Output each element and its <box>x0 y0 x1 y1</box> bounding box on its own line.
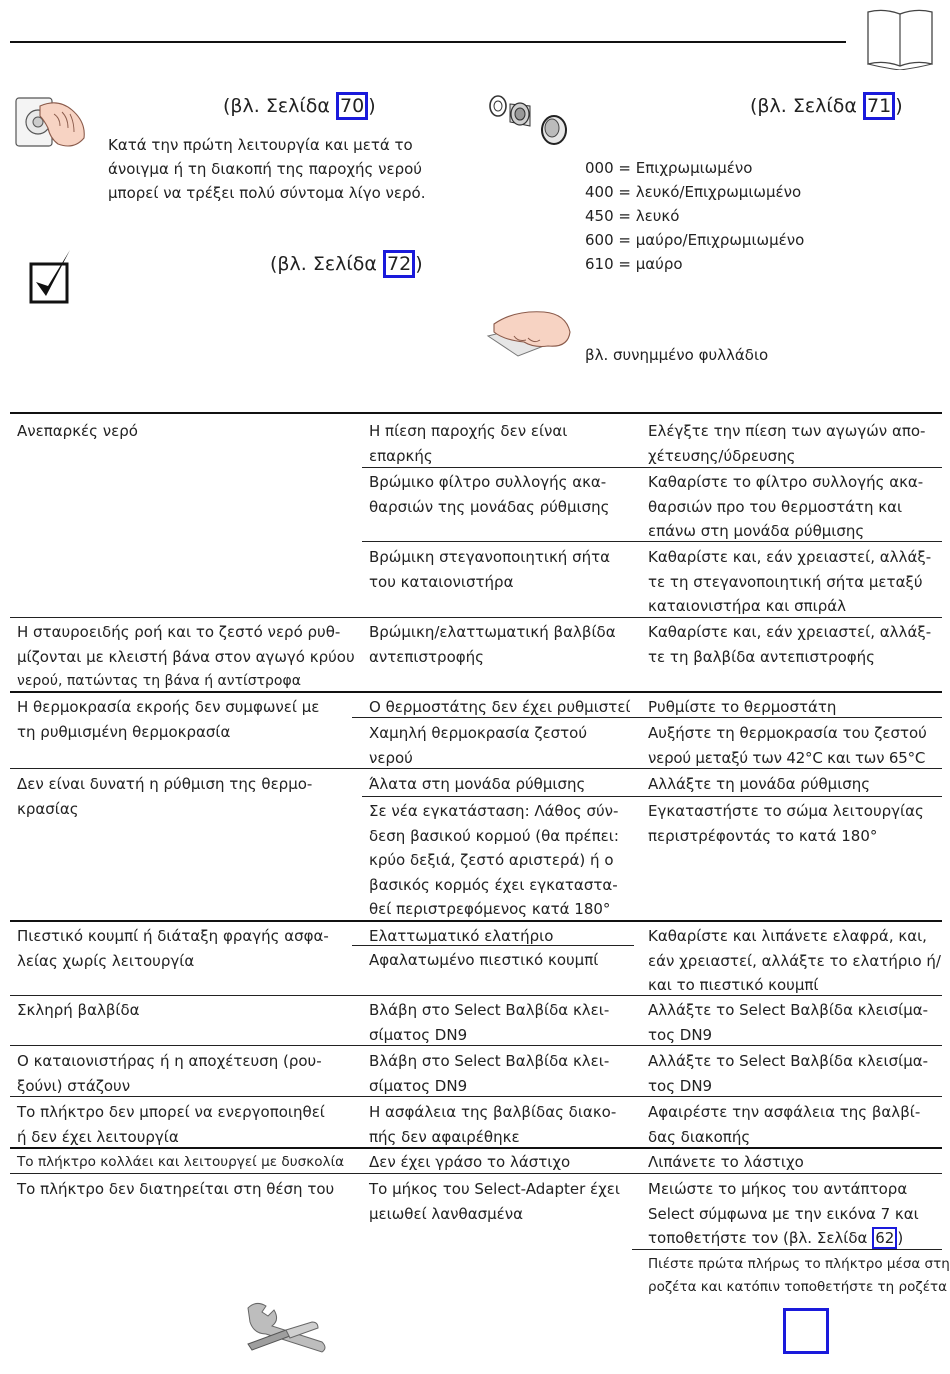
page-ref-71[interactable]: (βλ. Σελίδα 71 ) <box>750 92 903 120</box>
remedy-cell: Μειώστε το μήκος του αντάπτορα Select σύμφωνα με την εικόνα 7 και τοποθετήστε τον (βλ. Σελίδα 62 ) <box>648 1180 919 1247</box>
page-link-box[interactable] <box>783 1308 829 1354</box>
remedy-cell: Αλλάξτε το Select Βαλβίδα κλεισίμα- τος DN9 <box>648 1001 929 1044</box>
remedy-cell: Λιπάνετε το λάστιχο <box>648 1153 804 1171</box>
finish-codes <box>585 156 804 276</box>
note-line: άνοιγμα ή τη διακοπή της παροχής νερού <box>108 160 422 178</box>
problem-cell: Το πλήκτρο δεν μπορεί να ενεργοποιηθεί ή δεν έχει λειτουργία <box>17 1103 325 1146</box>
cause-cell: Η πίεση παροχής δεν είναι επαρκής <box>369 422 568 465</box>
problem-cell: Πιεστικό κουμπί ή διάταξη φραγής ασφα- λείας χωρίς λειτουργία <box>17 927 329 970</box>
problem-cell: Ανεπαρκές νερό <box>17 422 138 440</box>
problem-cell: Σκληρή βαλβίδα <box>17 1001 140 1019</box>
row-divider <box>10 412 942 414</box>
remedy-cell: Αλλάξτε τη μονάδα ρύθμισης <box>648 775 871 793</box>
finish-code: 400 = λευκό/Επιχρωμιωμένο <box>585 183 802 201</box>
cleaning-hand-icon <box>484 306 574 360</box>
cause-cell: Βρώμικη/ελαττωματική βαλβίδα αντεπιστροφής <box>369 623 616 666</box>
problem-cell: Δεν είναι δυνατή η ρύθμιση της θερμο- κρασίας <box>17 775 313 818</box>
finish-code: 450 = λευκό <box>585 207 680 225</box>
page-link-71[interactable]: 71 <box>863 92 895 120</box>
remedy-cell: Ρυθμίστε το θερμοστάτη <box>648 698 837 716</box>
note-line: μπορεί να τρέξει πολύ σύντομα λίγο νερό. <box>108 184 426 202</box>
parts-icon <box>486 92 576 148</box>
cause-cell: Βρώμικη στεγανοποιητική σήτα του καταιονιστήρα <box>369 548 611 591</box>
page-link-62[interactable]: 62 <box>872 1227 897 1249</box>
cleaning-note: βλ. συνημμένο φυλλάδιο <box>585 346 769 364</box>
remedy-cell: Καθαρίστε και, εάν χρειαστεί, αλλάξ- τε τη βαλβίδα αντεπιστροφής <box>648 623 932 666</box>
problem-cell: Η θερμοκρασία εκροής δεν συμφωνεί με τη ρυθμισμένη θερμοκρασία <box>17 698 320 741</box>
remedy-cell: Αυξήστε τη θερμοκρασία του ζεστού νερού μεταξύ των 42°C και των 65°C <box>648 724 927 767</box>
remedy-cell: Ελέγξτε την πίεση των αγωγών απο- χέτευσης/ύδρευσης <box>648 422 926 465</box>
note-line: Κατά την πρώτη λειτουργία και μετά το <box>108 136 413 154</box>
cause-cell: Το μήκος του Select-Adapter έχει μειωθεί λανθασμένα <box>369 1180 620 1223</box>
first-use-note <box>108 133 425 205</box>
hand-turning-valve-icon <box>14 92 90 152</box>
finish-code: 610 = μαύρο <box>585 255 683 273</box>
cause-cell: Βρώμικο φίλτρο συλλογής ακα- θαρσιών της μονάδας ρύθμισης <box>369 473 610 516</box>
cause-cell: Σε νέα εγκατάσταση: Λάθος σύν- δεση βασικού κορμού (θα πρέπει: κρύο δεξιά, ζεστό αριστερά) ή ο βασικός κορμός έχει εγκαταστα- θεί περιστρεφόμενος κατά 180° <box>369 802 619 918</box>
remedy-cell: Καθαρίστε το φίλτρο συλλογής ακα- θαρσιών προ του θερμοστάτη και επάνω στη μονάδα ρύθμισης <box>648 473 924 540</box>
remedy-note: Πιέστε πρώτα πλήρως το πλήκτρο μέσα στη ροζέτα και κατόπιν τοποθετήστε τη ροζέτα <box>648 1256 950 1295</box>
checkmark-box-icon <box>28 248 74 306</box>
cause-cell: Αφαλατωμένο πιεστικό κουμπί <box>369 951 599 969</box>
cause-cell: Ο θερμοστάτης δεν έχει ρυθμιστεί <box>369 698 631 716</box>
finish-code: 000 = Επιχρωμιωμένο <box>585 159 753 177</box>
remedy-cell: Αλλάξτε το Select Βαλβίδα κλεισίμα- τος DN9 <box>648 1052 929 1095</box>
wrench-screwdriver-icon <box>242 1300 328 1358</box>
cause-cell: Άλατα στη μονάδα ρύθμισης <box>369 775 586 793</box>
cause-cell: Η ασφάλεια της βαλβίδας διακο- πής δεν αφαιρέθηκε <box>369 1103 617 1146</box>
remedy-cell: Καθαρίστε και λιπάνετε ελαφρά, και, εάν χρειαστεί, αλλάξτε το ελατήριο ή/ και το πιεστικό κουμπί <box>648 927 941 994</box>
finish-code: 600 = μαύρο/Επιχρωμιωμένο <box>585 231 805 249</box>
problem-cell: Το πλήκτρο κολλάει και λειτουργεί με δυσκολία <box>17 1154 345 1170</box>
problem-cell: Το πλήκτρο δεν διατηρείται στη θέση του <box>17 1180 335 1198</box>
page-ref-72[interactable]: (βλ. Σελίδα 72 ) <box>270 250 423 278</box>
remedy-cell: Αφαιρέστε την ασφάλεια της βαλβί- δας διακοπής <box>648 1103 921 1146</box>
problem-cell: Ο καταιονιστήρας ή η αποχέτευση (ρου- ξούνι) στάζουν <box>17 1052 322 1095</box>
problem-cell: Η σταυροειδής ροή και το ζεστό νερό ρυθ- μίζονται με κλειστή βάνα στον αγωγό κρύου νερού, πατώντας τη βάνα ή αντίστροφα <box>17 623 355 689</box>
remedy-cell: Εγκαταστήστε το σώμα λειτουργίας περιστρέφοντάς το κατά 180° <box>648 802 924 845</box>
top-rule <box>10 41 846 43</box>
remedy-cell: Καθαρίστε και, εάν χρειαστεί, αλλάξ- τε τη στεγανοποιητική σήτα μεταξύ καταιονιστήρα και σπιράλ <box>648 548 932 615</box>
page-link-70[interactable]: 70 <box>336 92 368 120</box>
book-icon <box>866 8 934 70</box>
cause-cell: Δεν έχει γράσο το λάστιχο <box>369 1153 571 1171</box>
page-link-72[interactable]: 72 <box>383 250 415 278</box>
cause-cell: Ελαττωματικό ελατήριο <box>369 927 554 945</box>
cause-cell: Βλάβη στο Select Βαλβίδα κλει- σίματος DN9 <box>369 1052 610 1095</box>
page-ref-70[interactable]: (βλ. Σελίδα 70 ) <box>223 92 376 120</box>
cause-cell: Χαμηλή θερμοκρασία ζεστού νερού <box>369 724 588 767</box>
cause-cell: Βλάβη στο Select Βαλβίδα κλει- σίματος DN9 <box>369 1001 610 1044</box>
